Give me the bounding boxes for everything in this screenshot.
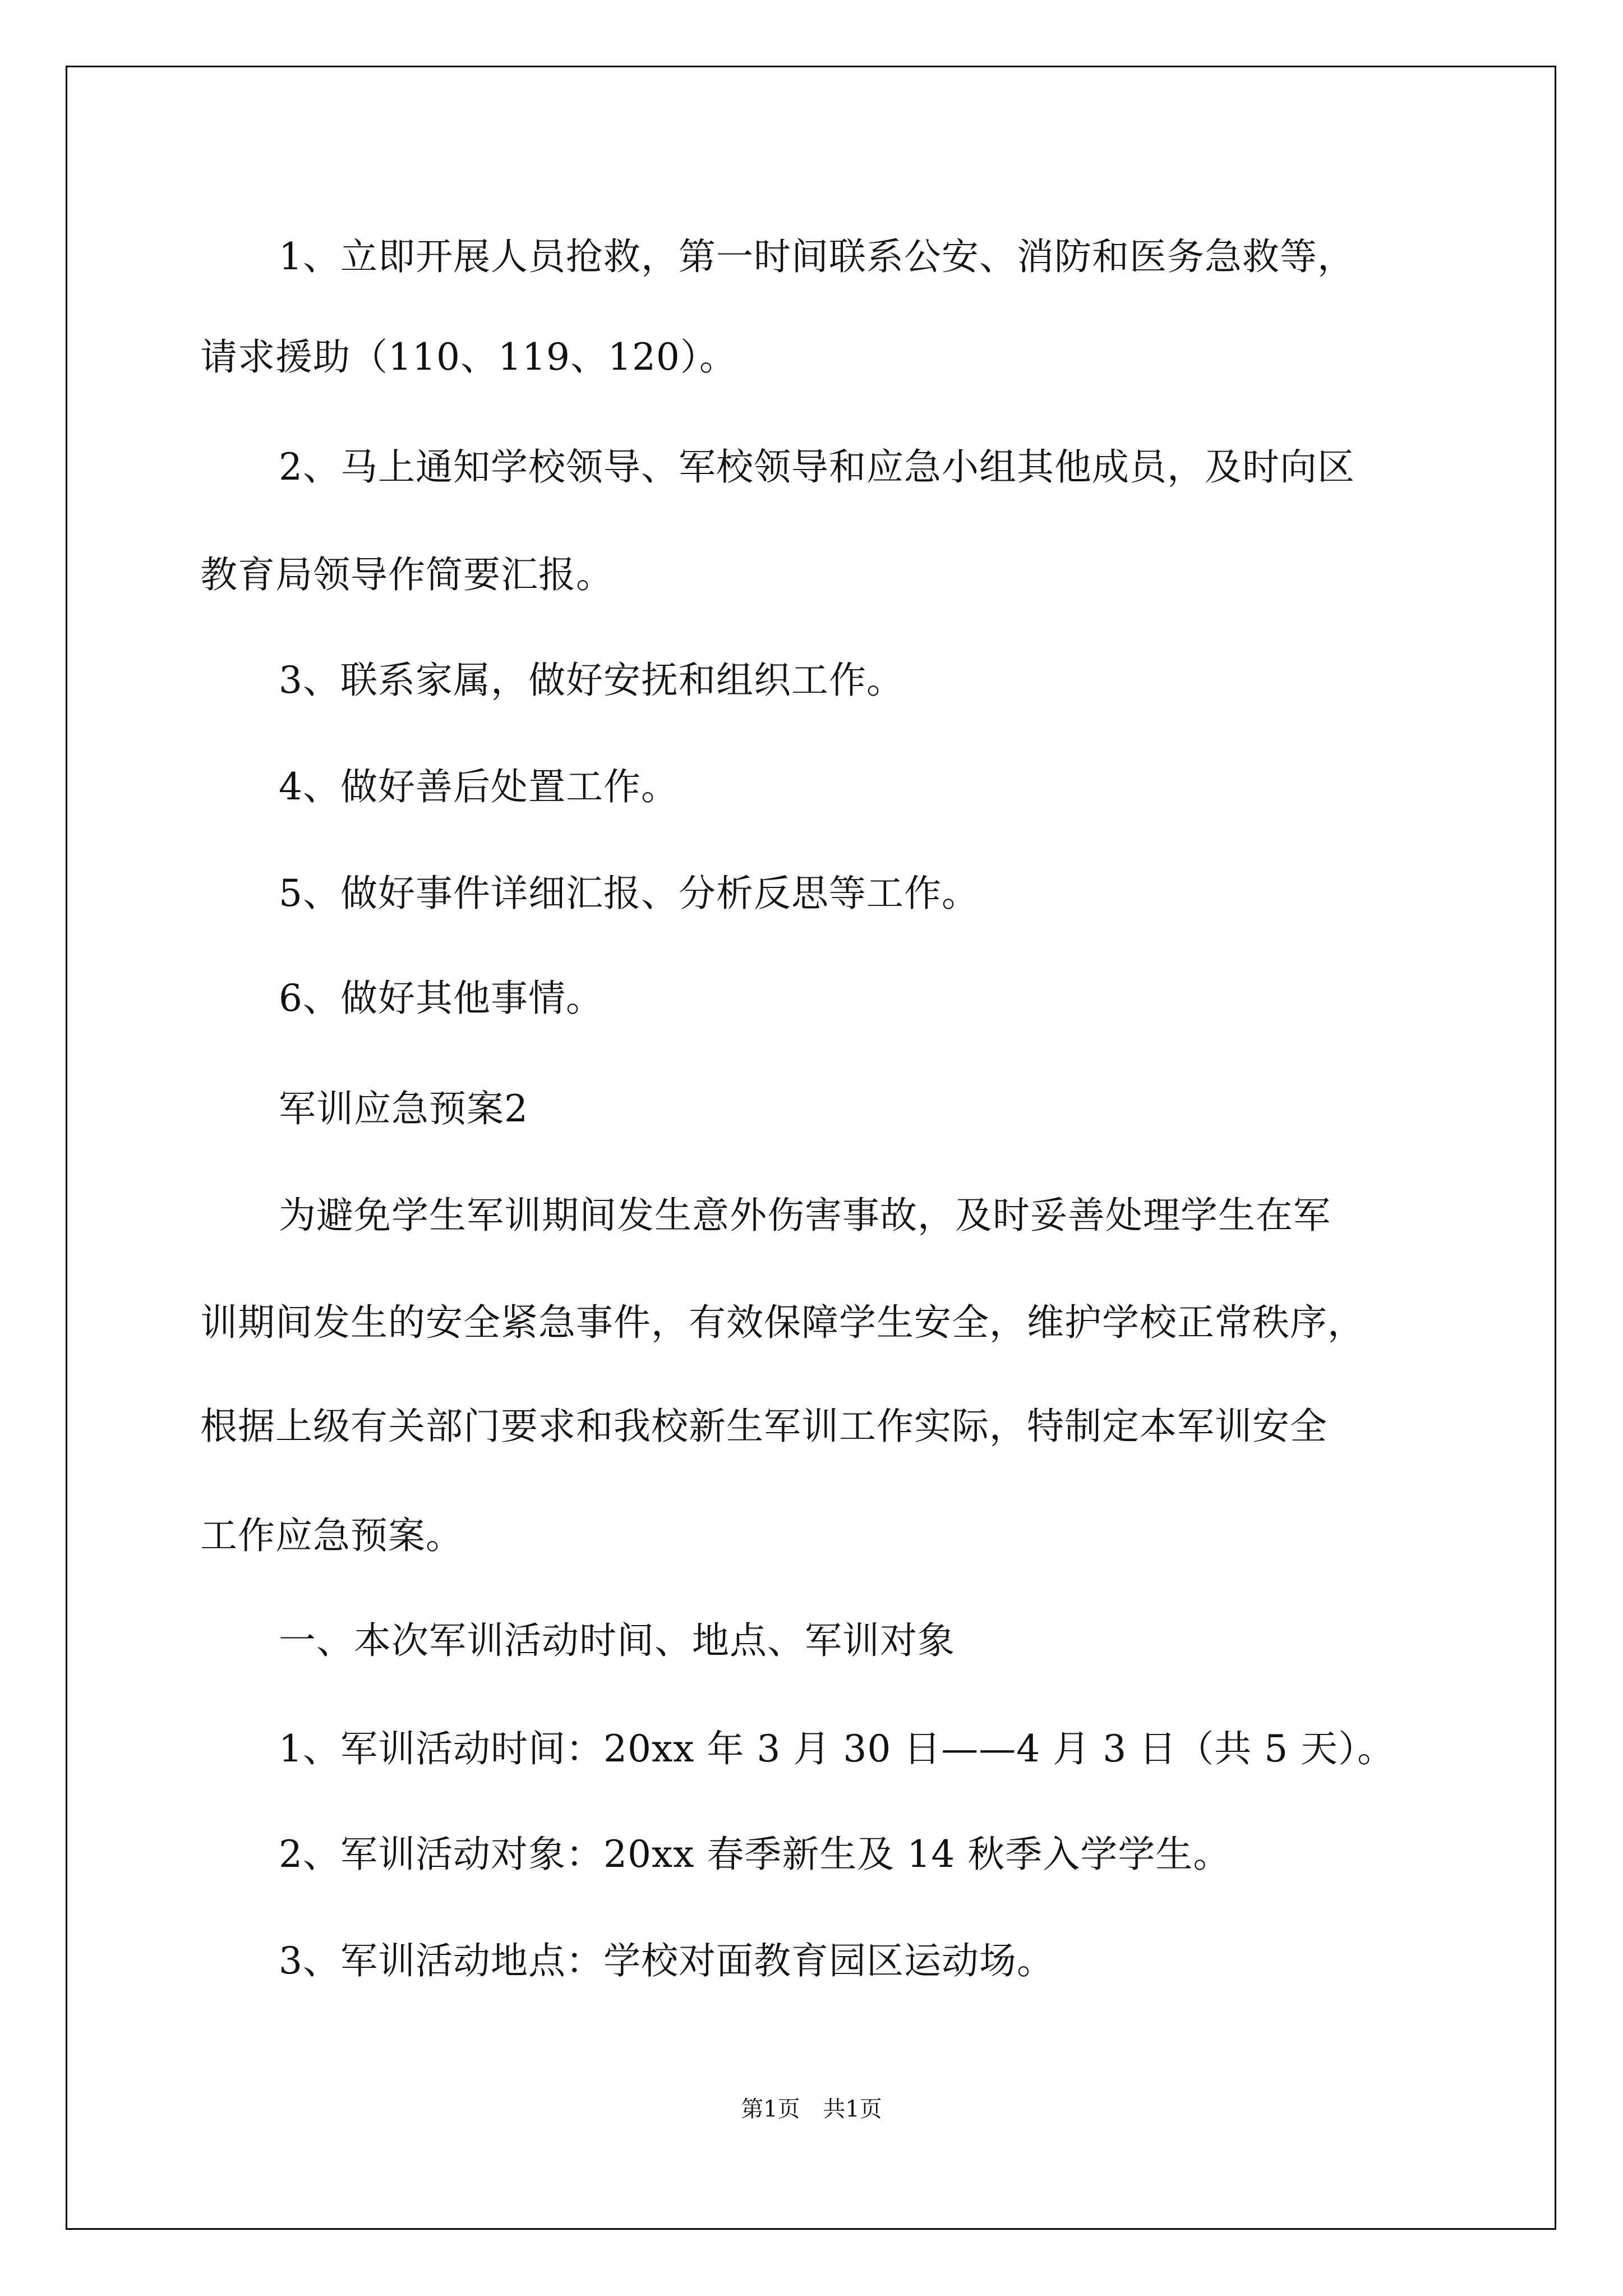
item-time: 1、军训活动时间：20xx 年 3 月 30 日——4 月 3 日（共 5 天）。 xyxy=(279,1727,1395,1770)
paragraph-5: 5、做好事件详细汇报、分析反思等工作。 xyxy=(279,872,979,915)
paragraph-3: 3、联系家属，做好安抚和组织工作。 xyxy=(279,659,904,702)
page-total: 共1页 xyxy=(823,2096,882,2122)
paragraph-4: 4、做好善后处置工作。 xyxy=(279,765,679,808)
item-location: 3、军训活动地点：学校对面教育园区运动场。 xyxy=(279,1939,1054,1982)
page-border xyxy=(66,66,1556,2230)
paragraph-8-line-4: 工作应急预案。 xyxy=(200,1514,463,1557)
paragraph-8-line-2: 训期间发生的安全紧急事件，有效保障学生安全，维护学校正常秩序， xyxy=(200,1301,1365,1344)
paragraph-2-line-1: 2、马上通知学校领导、军校领导和应急小组其他成员，及时向区 xyxy=(279,445,1355,489)
paragraph-1-line-2: 请求援助（110、119、120）。 xyxy=(200,335,737,379)
paragraph-6: 6、做好其他事情。 xyxy=(279,977,603,1020)
page-footer xyxy=(0,2095,1623,2123)
item-target: 2、军训活动对象：20xx 春季新生及 14 秋季入学学生。 xyxy=(279,1833,1231,1876)
page-number: 第1页 xyxy=(741,2096,800,2122)
paragraph-8-line-1: 为避免学生军训期间发生意外伤害事故，及时妥善处理学生在军 xyxy=(279,1194,1331,1237)
section-heading: 军训应急预案2 xyxy=(279,1087,528,1130)
paragraph-1-line-1: 1、立即开展人员抢救，第一时间联系公安、消防和医务急救等， xyxy=(279,235,1355,278)
paragraph-8-line-3: 根据上级有关部门要求和我校新生军训工作实际，特制定本军训安全 xyxy=(200,1405,1327,1448)
subheading-1: 一、本次军训活动时间、地点、军训对象 xyxy=(279,1619,955,1662)
paragraph-2-line-2: 教育局领导作简要汇报。 xyxy=(200,553,614,596)
